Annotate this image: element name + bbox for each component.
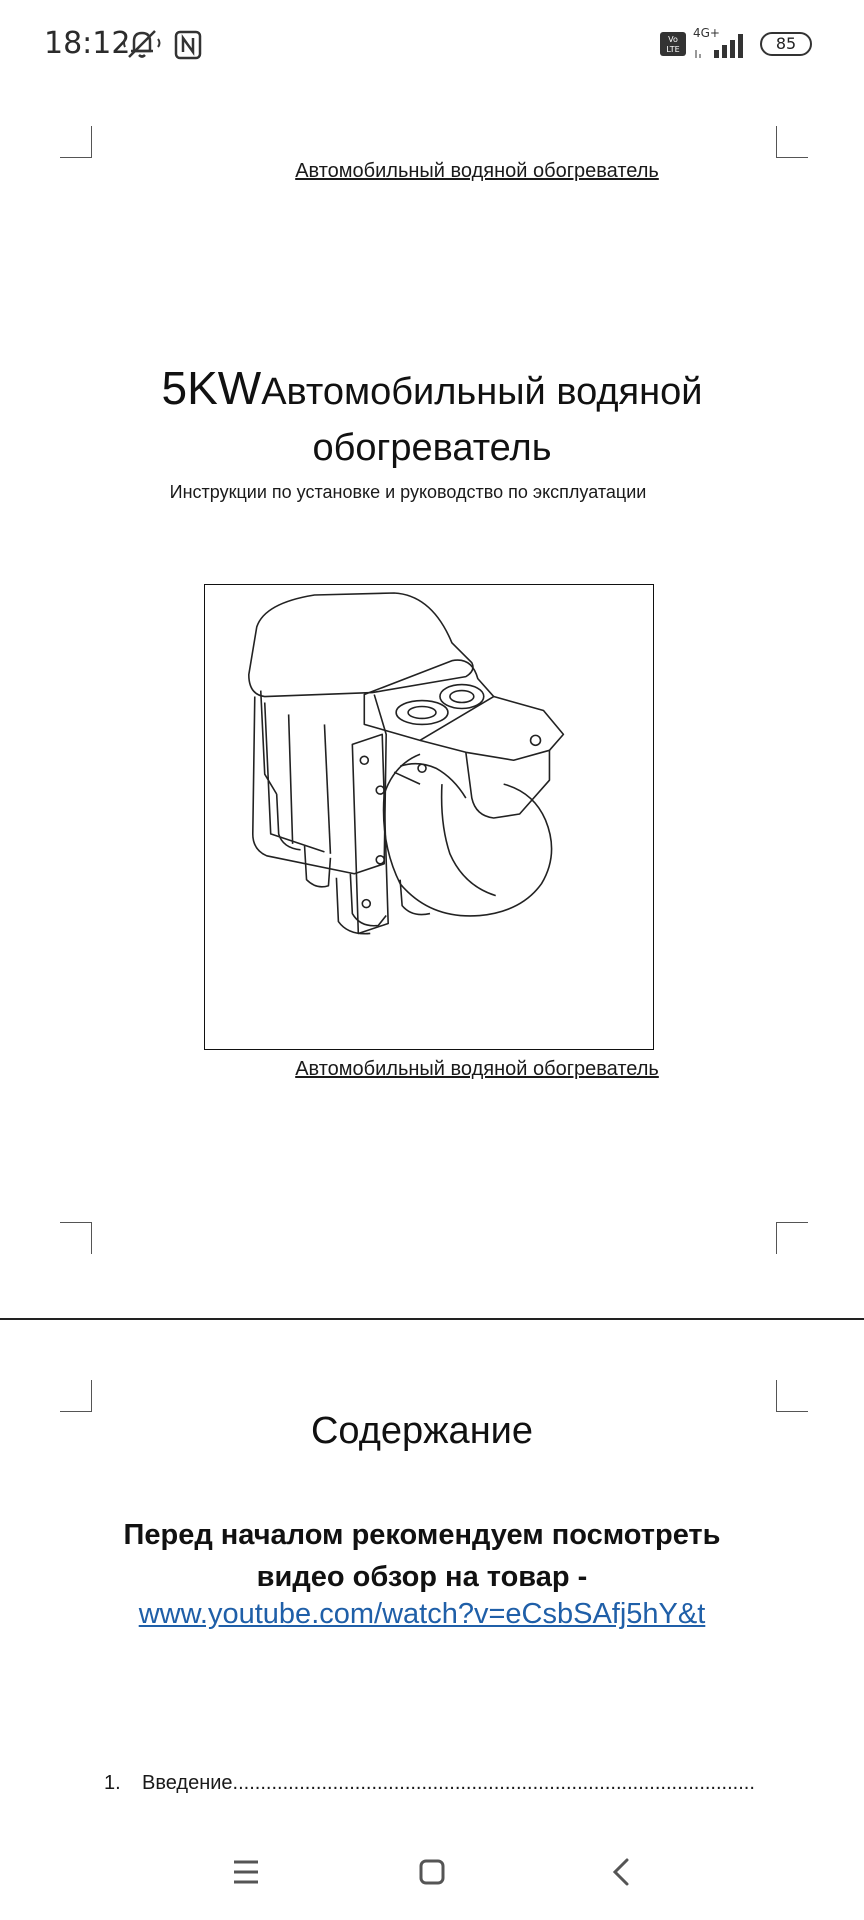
document-subtitle: Инструкции по установке и руководство по эксплуатации: [169, 482, 647, 502]
page-corner-mark: [776, 1380, 808, 1412]
running-header: Автомобильный водяной обогреватель: [295, 160, 659, 182]
network-type: 4G+: [693, 26, 720, 40]
signal-icon: [692, 28, 750, 60]
running-footer: Автомобильный водяной обогреватель: [295, 1058, 659, 1080]
heater-drawing: [205, 585, 653, 1049]
page-corner-mark: [60, 126, 92, 158]
toc-item-number: 1.: [104, 1772, 121, 1794]
battery-icon: 85: [760, 32, 812, 56]
back-icon[interactable]: [600, 1850, 644, 1894]
nfc-icon: [174, 30, 202, 60]
page-corner-mark: [60, 1380, 92, 1412]
toc-heading: Содержание: [310, 1410, 534, 1452]
toc-item[interactable]: [104, 1772, 756, 1795]
title-power: 5KW: [161, 362, 262, 414]
heater-illustration: [204, 584, 654, 1050]
intro-text: Перед началом рекомендуем посмотреть видео обзор на товар -: [123, 1519, 721, 1593]
bell-off-icon: [122, 27, 162, 61]
toc-item-label: Введение..............................................................................................: [142, 1772, 755, 1794]
title-text: Автомобильный водяной обогреватель: [261, 371, 703, 469]
menu-icon[interactable]: [224, 1850, 268, 1894]
page-divider: [0, 1318, 864, 1320]
navigation-bar: [0, 1824, 864, 1920]
document-title: [100, 360, 764, 476]
svg-text:LTE: LTE: [666, 45, 680, 54]
page-corner-mark: [60, 1222, 92, 1254]
volte-icon: [660, 32, 686, 56]
home-icon[interactable]: [410, 1850, 454, 1894]
page-corner-mark: [776, 126, 808, 158]
page-corner-mark: [776, 1222, 808, 1254]
video-link[interactable]: www.youtube.com/watch?v=eCsbSAfj5hY&t: [138, 1598, 706, 1630]
svg-text:Vo: Vo: [668, 35, 678, 44]
status-bar: [0, 0, 864, 88]
status-time: 18:12: [44, 26, 131, 61]
